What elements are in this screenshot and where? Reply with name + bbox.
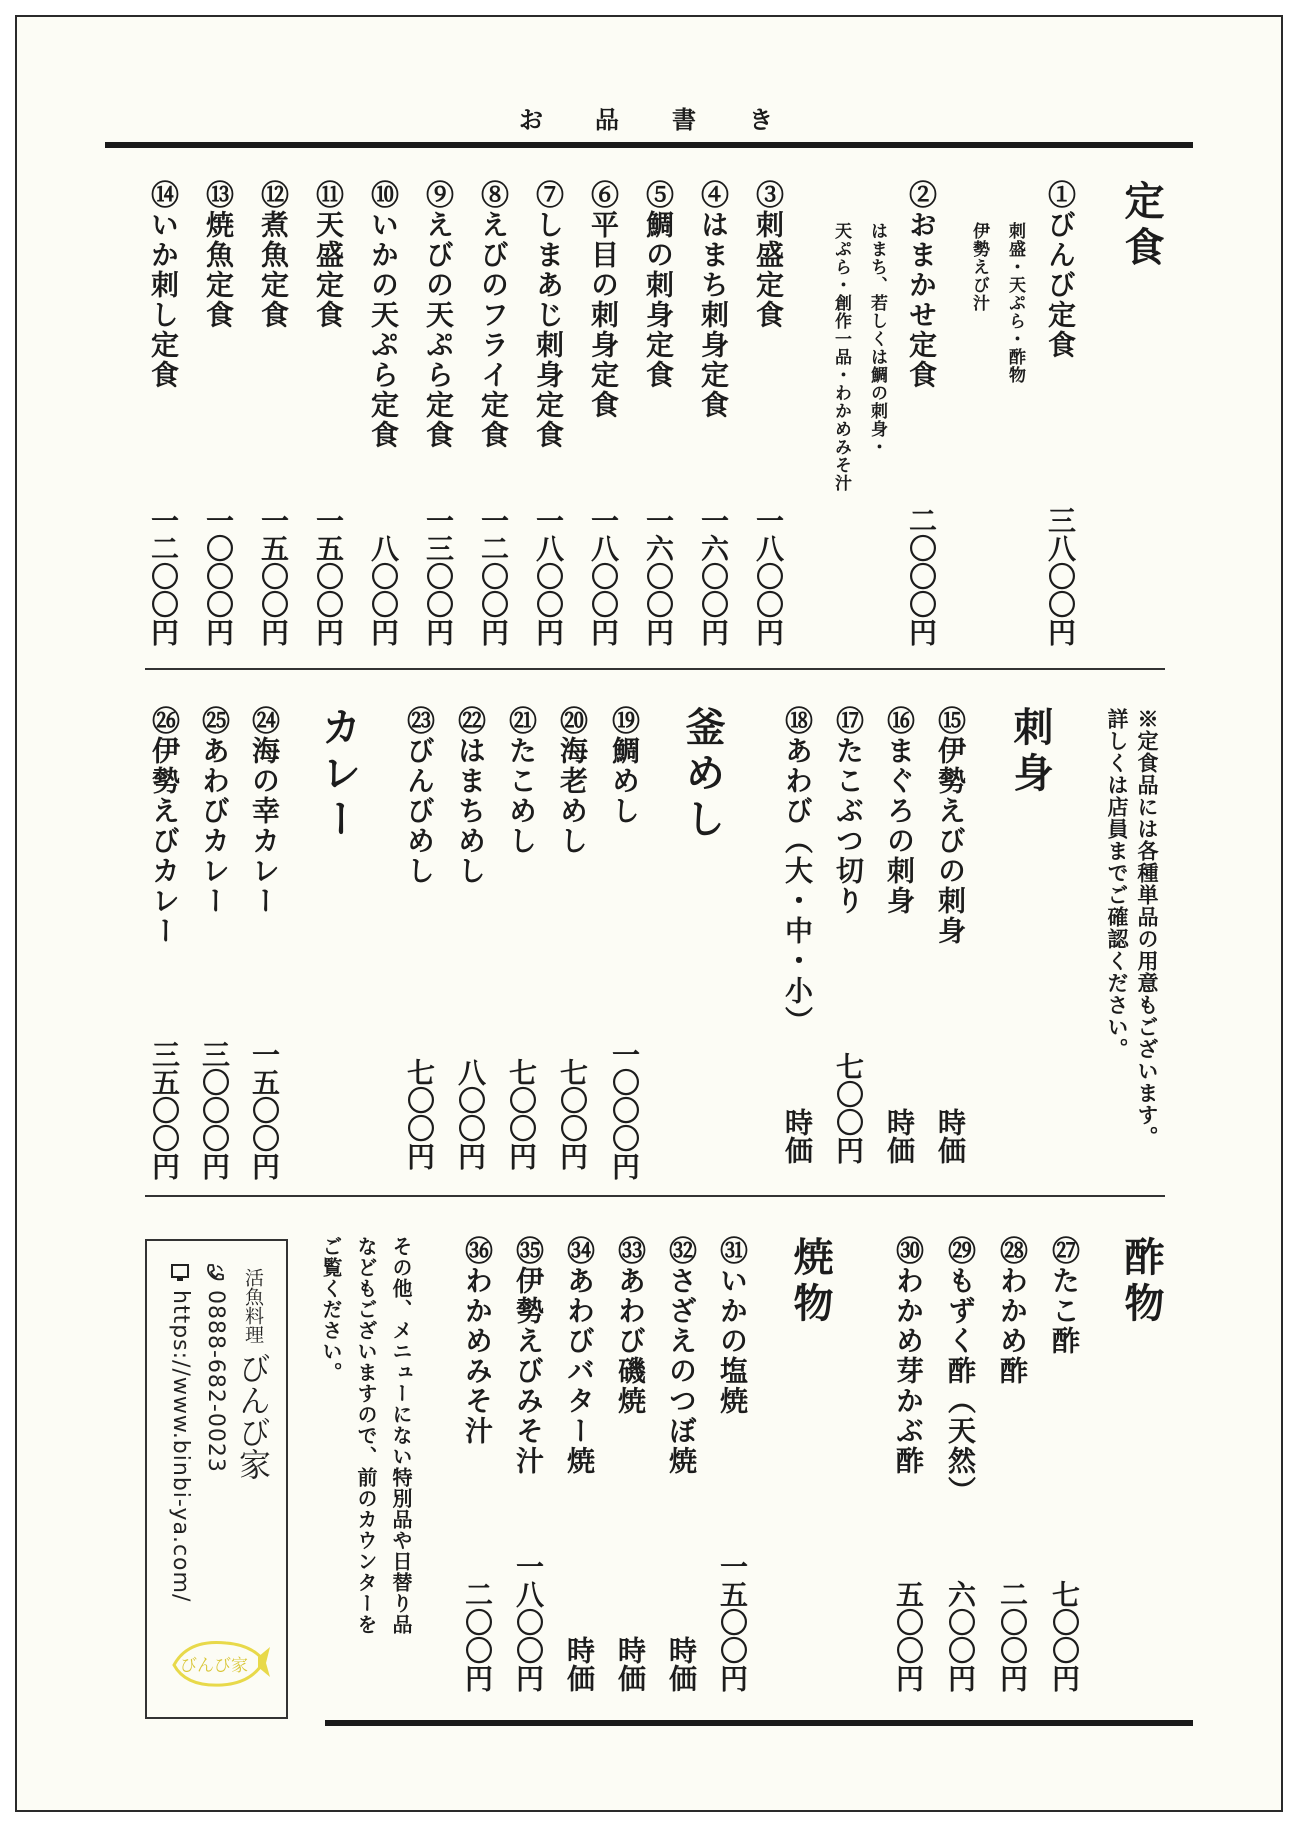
footer-note-line: その他、メニューにない特別品や日替り品 xyxy=(389,1236,413,1635)
menu-item: ⑩いかの天ぷら定食 xyxy=(367,180,400,450)
menu-item-price: 八〇〇円 xyxy=(454,1058,487,1170)
menu-item: ㉗たこ酢 xyxy=(1048,1236,1081,1356)
menu-item: ㉜さざえのつぼ焼 xyxy=(665,1236,698,1476)
menu-item: ⑤鯛の刺身定食 xyxy=(642,180,675,390)
section-divider xyxy=(145,668,1165,670)
menu-item-price: 三八〇〇円 xyxy=(1044,506,1077,646)
shop-logo-image xyxy=(166,1633,272,1693)
menu-item-price: 一八〇〇円 xyxy=(512,1552,545,1692)
section-heading-kamameshi: 釜めし xyxy=(679,706,726,844)
menu-item: ㉖伊勢えびカレー xyxy=(148,706,181,946)
menu-item-price: 時価 xyxy=(781,1108,814,1164)
title-char: 書 xyxy=(672,105,696,134)
section-divider xyxy=(145,1195,1165,1197)
note-line: 詳しくは店員までご確認ください。 xyxy=(1105,708,1130,1060)
menu-item: ⑬焼魚定食 xyxy=(202,180,235,330)
logo-text: びんび家 xyxy=(180,1656,248,1676)
menu-item-price: 時価 xyxy=(563,1636,596,1692)
menu-item-price: 二〇〇円 xyxy=(461,1580,494,1692)
menu-item-desc: 刺盛・天ぷら・酢物 xyxy=(1005,222,1025,384)
menu-item: ㉓びんびめし xyxy=(403,706,436,886)
menu-item-price: 七〇〇円 xyxy=(505,1058,538,1170)
menu-item: ㉙もずく酢（天然） xyxy=(944,1236,977,1506)
menu-item: ④はまち刺身定食 xyxy=(697,180,730,420)
menu-item-price: 一五〇〇円 xyxy=(257,506,290,646)
menu-item: ③刺盛定食 xyxy=(752,180,785,330)
menu-item: ㉑たこめし xyxy=(505,706,538,856)
section-heading-yakimono: 焼物 xyxy=(787,1236,834,1328)
footer-note-line: ご覧ください。 xyxy=(319,1236,343,1383)
menu-item-price: 一六〇〇円 xyxy=(642,506,675,646)
menu-item: ㉞あわびバター焼 xyxy=(563,1236,596,1476)
menu-item: ㉕あわびカレー xyxy=(198,706,231,916)
menu-item-price: 時価 xyxy=(614,1636,647,1692)
bottom-rule xyxy=(325,1720,1193,1726)
menu-item: ⑧えびのフライ定食 xyxy=(477,180,510,450)
monitor-icon xyxy=(169,1262,191,1284)
menu-item-price: 五〇〇円 xyxy=(892,1580,925,1692)
menu-item-price: 一〇〇〇円 xyxy=(202,506,235,646)
menu-item-price: 一二〇〇円 xyxy=(147,506,180,646)
menu-item-price: 一八〇〇円 xyxy=(752,506,785,646)
menu-item: ㉛いかの塩焼 xyxy=(716,1236,749,1416)
menu-item: ⑦しまあじ刺身定食 xyxy=(532,180,565,450)
note-line: ※定食品には各種単品の用意もございます。 xyxy=(1135,708,1160,1148)
menu-item: ⑯まぐろの刺身 xyxy=(883,706,916,916)
phone-icon xyxy=(204,1262,226,1284)
menu-item: ㊱わかめみそ汁 xyxy=(461,1236,494,1446)
menu-item-price: 一八〇〇円 xyxy=(532,506,565,646)
title-char: き xyxy=(749,105,773,134)
section-heading-sunomono: 酢物 xyxy=(1118,1236,1165,1328)
menu-item: ⑲鯛めし xyxy=(608,706,641,826)
menu-item: ⑭いか刺し定食 xyxy=(147,180,180,390)
menu-item: ㉚わかめ芽かぶ酢 xyxy=(892,1236,925,1476)
menu-item-price: 七〇〇円 xyxy=(832,1052,865,1164)
shop-name: びんび家 xyxy=(234,1352,272,1480)
menu-item-price: 時価 xyxy=(665,1636,698,1692)
shop-category: 活魚料理 xyxy=(242,1268,264,1344)
menu-item: ⑰たこぶつ切り xyxy=(832,706,865,916)
menu-item-price: 二〇〇円 xyxy=(996,1580,1029,1692)
menu-item: ⑫煮魚定食 xyxy=(257,180,290,330)
section-heading-sashimi: 刺身 xyxy=(1007,706,1054,798)
menu-item: ㉟伊勢えびみそ汁 xyxy=(512,1236,545,1476)
footer-note-line: などもございますので、前のカウンターを xyxy=(354,1236,378,1635)
menu-item-desc: はまち、若しくは鯛の刺身・ xyxy=(867,222,887,456)
menu-item-price: 一五〇〇円 xyxy=(248,1040,281,1180)
menu-item-price: 八〇〇円 xyxy=(367,534,400,646)
section-heading-curry: カレー xyxy=(315,706,362,844)
menu-item: ㉝あわび磯焼 xyxy=(614,1236,647,1416)
shop-phone: 0888-682-0023 xyxy=(203,1290,228,1473)
menu-item-price: 一八〇〇円 xyxy=(587,506,620,646)
menu-item-price: 二〇〇〇円 xyxy=(905,506,938,646)
menu-item-price: 六〇〇円 xyxy=(944,1580,977,1692)
title-char: 品 xyxy=(595,105,619,134)
menu-item-price: 一三〇〇円 xyxy=(422,506,455,646)
title-char: お xyxy=(519,105,543,134)
menu-item-price: 三五〇〇円 xyxy=(148,1040,181,1180)
menu-item-price: 三〇〇〇円 xyxy=(198,1040,231,1180)
menu-item: ⑨えびの天ぷら定食 xyxy=(422,180,455,450)
menu-item: ②おまかせ定食 xyxy=(905,180,938,390)
menu-item-price: 一二〇〇円 xyxy=(477,506,510,646)
title-rule xyxy=(105,142,1193,148)
menu-item: ⑥平目の刺身定食 xyxy=(587,180,620,420)
menu-item: ⑳海老めし xyxy=(556,706,589,856)
menu-item-desc: 伊勢えび汁 xyxy=(969,222,989,312)
menu-item-price: 七〇〇円 xyxy=(1048,1580,1081,1692)
menu-item: ㉘わかめ酢 xyxy=(996,1236,1029,1386)
menu-item: ⑱あわび（大・中・小） xyxy=(781,706,814,1036)
menu-item-price: 一五〇〇円 xyxy=(716,1552,749,1692)
menu-item: ㉒はまちめし xyxy=(454,706,487,886)
menu-item-price: 七〇〇円 xyxy=(403,1058,436,1170)
menu-item-price: 一五〇〇円 xyxy=(312,506,345,646)
menu-item-price: 七〇〇円 xyxy=(556,1058,589,1170)
section-heading-teishoku: 定食 xyxy=(1118,180,1165,272)
menu-item-price: 一六〇〇円 xyxy=(697,506,730,646)
menu-item: ①びんび定食 xyxy=(1044,180,1077,360)
menu-item-desc: 天ぷら・創作一品・わかめみそ汁 xyxy=(831,222,851,492)
menu-item: ㉔海の幸カレー xyxy=(248,706,281,916)
menu-item-price: 時価 xyxy=(883,1108,916,1164)
menu-item: ⑮伊勢えびの刺身 xyxy=(934,706,967,946)
menu-item-price: 時価 xyxy=(934,1108,967,1164)
menu-item: ⑪天盛定食 xyxy=(312,180,345,330)
shop-url[interactable]: https://www.binbi-ya.com/ xyxy=(168,1290,193,1603)
menu-item-price: 一〇〇〇円 xyxy=(608,1040,641,1180)
